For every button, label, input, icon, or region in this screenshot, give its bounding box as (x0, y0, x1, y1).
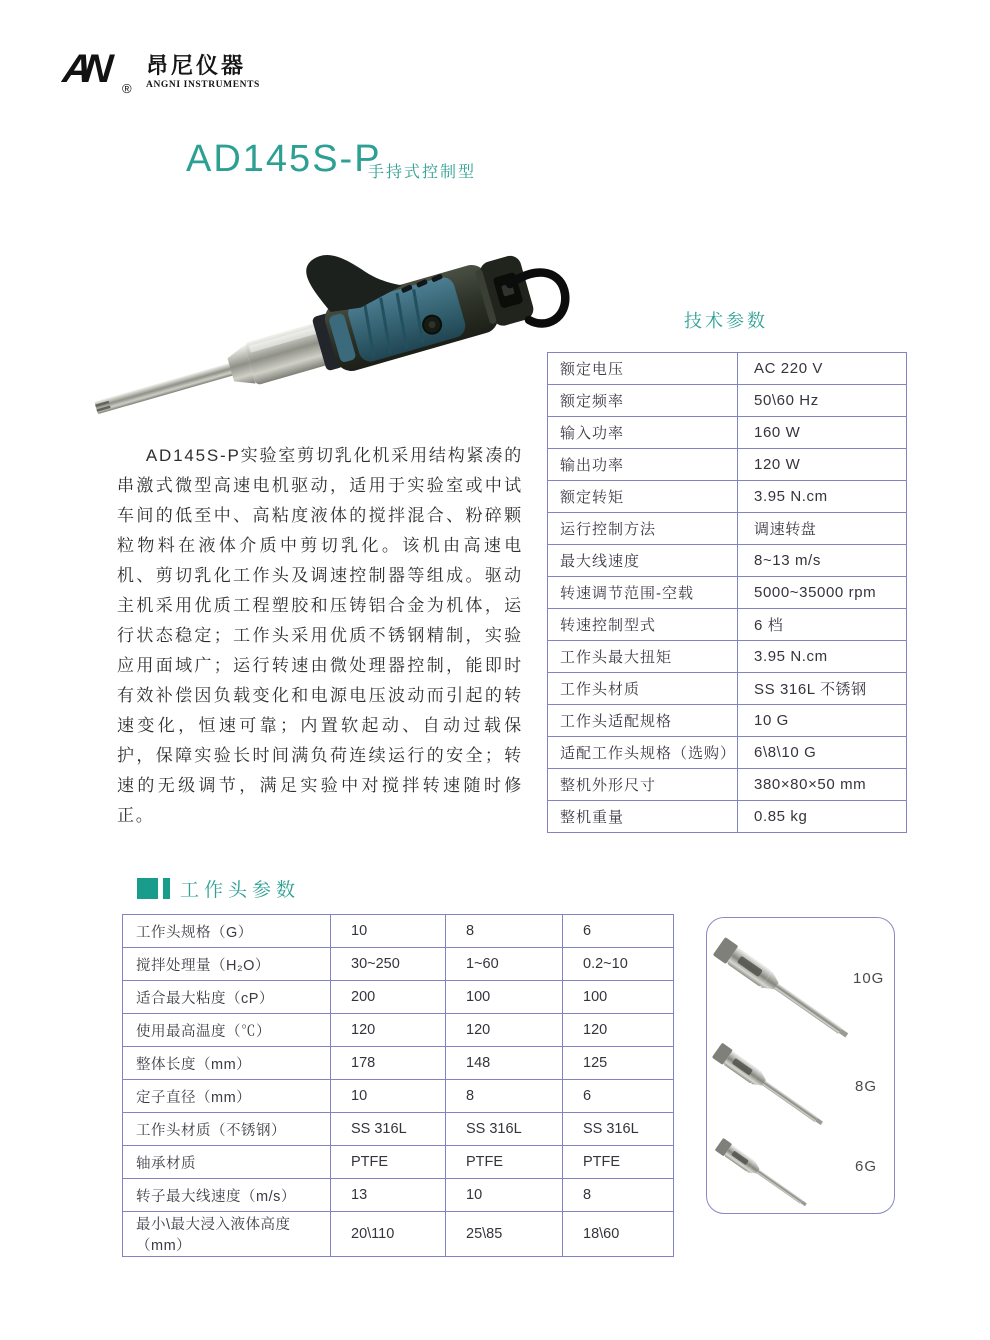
param-value: 0.85 kg (738, 801, 907, 833)
param-value: 120 W (738, 449, 907, 481)
table-row (548, 673, 907, 705)
param-label: 搅拌处理量（H₂O） (123, 948, 331, 981)
table-row (123, 1080, 674, 1113)
param-value: 160 W (738, 417, 907, 449)
param-value: 调速转盘 (738, 513, 907, 545)
param-value: 6 档 (738, 609, 907, 641)
head-size-label-10g: 10G (853, 970, 885, 987)
param-value: 120 (331, 1014, 446, 1047)
brand-name-cn: 昂尼仪器 (146, 53, 247, 78)
param-value: 30~250 (331, 948, 446, 981)
param-value: 8 (563, 1179, 674, 1212)
table-row (548, 769, 907, 801)
table-row (548, 641, 907, 673)
table-row (123, 981, 674, 1014)
param-label: 额定电压 (548, 353, 738, 385)
probe-10g (713, 937, 853, 1044)
param-value: PTFE (331, 1146, 446, 1179)
section-square-icon (137, 878, 158, 899)
homogenizer-image (70, 230, 570, 438)
param-value: 10 G (738, 705, 907, 737)
page-title: AD145S-P (186, 138, 382, 180)
param-value: 100 (446, 981, 563, 1014)
param-value: 148 (446, 1047, 563, 1080)
table-row (548, 353, 907, 385)
table-row (548, 481, 907, 513)
param-value: 8 (446, 1080, 563, 1113)
table-row (123, 1014, 674, 1047)
param-label: 转子最大线速度（m/s） (123, 1179, 331, 1212)
angni-logo-icon (58, 40, 140, 98)
param-value: 8 (446, 915, 563, 948)
param-label: 适配工作头规格（选购） (548, 737, 738, 769)
table-row (548, 513, 907, 545)
param-label: 最大线速度 (548, 545, 738, 577)
param-value: 8~13 m/s (738, 545, 907, 577)
param-value: 0.2~10 (563, 948, 674, 981)
param-value: 10 (331, 915, 446, 948)
param-value: 3.95 N.cm (738, 481, 907, 513)
brand-names (146, 40, 260, 90)
param-label: 转速控制型式 (548, 609, 738, 641)
table-row (123, 1146, 674, 1179)
head-params-table (122, 914, 674, 1257)
param-label: 额定频率 (548, 385, 738, 417)
param-label: 工作头最大扭矩 (548, 641, 738, 673)
param-label: 整体长度（mm） (123, 1047, 331, 1080)
working-heads-image (706, 917, 895, 1214)
table-row (123, 948, 674, 981)
param-label: 整机重量 (548, 801, 738, 833)
param-value: SS 316L 不锈钢 (738, 673, 907, 705)
table-row (548, 417, 907, 449)
brand-name-en: ANGNI INSTRUMENTS (146, 80, 260, 90)
param-value: SS 316L (331, 1113, 446, 1146)
param-value: 120 (563, 1014, 674, 1047)
model-type-label: 手持式控制型 (368, 164, 477, 181)
table-row (123, 1047, 674, 1080)
head-params-section-header (137, 876, 300, 900)
param-value: 10 (331, 1080, 446, 1113)
param-value: 6 (563, 1080, 674, 1113)
param-label: 最小\最大浸入液体高度（mm） (123, 1212, 331, 1257)
param-value: 125 (563, 1047, 674, 1080)
head-size-label-8g: 8G (855, 1078, 878, 1095)
param-value: 6 (563, 915, 674, 948)
probe-6g (715, 1138, 810, 1211)
param-label: 工作头规格（G） (123, 915, 331, 948)
table-row (548, 577, 907, 609)
table-row (548, 801, 907, 833)
param-label: 工作头材质（不锈钢） (123, 1113, 331, 1146)
product-photo (70, 230, 570, 438)
param-value: 25\85 (446, 1212, 563, 1257)
table-row (548, 545, 907, 577)
param-value: 380×80×50 mm (738, 769, 907, 801)
param-value: 100 (563, 981, 674, 1014)
svg-text:AN: AN (60, 47, 108, 91)
param-value: SS 316L (563, 1113, 674, 1146)
table-row (548, 385, 907, 417)
table-row (123, 1212, 674, 1257)
param-value: PTFE (563, 1146, 674, 1179)
param-label: 整机外形尺寸 (548, 769, 738, 801)
head-size-label-6g: 6G (855, 1158, 878, 1175)
param-value: 178 (331, 1047, 446, 1080)
param-label: 额定转矩 (548, 481, 738, 513)
param-label: 适合最大粘度（cP） (123, 981, 331, 1014)
param-value: 5000~35000 rpm (738, 577, 907, 609)
param-value: SS 316L (446, 1113, 563, 1146)
param-value: AC 220 V (738, 353, 907, 385)
registered-mark: ® (122, 81, 132, 96)
table-row (123, 1179, 674, 1212)
param-value: 13 (331, 1179, 446, 1212)
param-value: 200 (331, 981, 446, 1014)
param-label: 输出功率 (548, 449, 738, 481)
param-label: 工作头适配规格 (548, 705, 738, 737)
brand-logo (58, 40, 260, 98)
param-value: 120 (446, 1014, 563, 1047)
param-value: PTFE (446, 1146, 563, 1179)
table-row (548, 737, 907, 769)
table-row (123, 915, 674, 948)
head-params-title: 工作头参数 (180, 879, 301, 901)
tech-params-title: 技术参数 (684, 311, 768, 331)
param-value: 18\60 (563, 1212, 674, 1257)
param-label: 定子直径（mm） (123, 1080, 331, 1113)
param-value: 6\8\10 G (738, 737, 907, 769)
param-label: 转速调节范围-空载 (548, 577, 738, 609)
table-row (123, 1113, 674, 1146)
table-row (548, 449, 907, 481)
param-label: 运行控制方法 (548, 513, 738, 545)
param-label: 输入功率 (548, 417, 738, 449)
probe-8g (712, 1043, 827, 1131)
param-value: 3.95 N.cm (738, 641, 907, 673)
param-value: 50\60 Hz (738, 385, 907, 417)
param-value: 1~60 (446, 948, 563, 981)
param-label: 工作头材质 (548, 673, 738, 705)
table-row (548, 609, 907, 641)
table-row (548, 705, 907, 737)
param-value: 10 (446, 1179, 563, 1212)
param-label: 使用最高温度（℃） (123, 1014, 331, 1047)
tech-params-table (547, 352, 907, 833)
product-description: AD145S-P实验室剪切乳化机采用结构紧凑的串激式微型高速电机驱动，适用于实验室或中试车间的低至中、高粘度液体的搅拌混合、粉碎颗粒物料在液体介质中剪切乳化。该机由高速电机、剪切乳化工作头及调速控制器等组成。驱动主机采用优质工程塑胶和压铸铝合金为机体，运行状态稳定；工作头采用优质不锈钢精制，实验应用面域广；运行转速由微处理器控制，能即时有效补偿因负载变化和电源电压波动而引起的转速变化，恒速可靠；内置软起动、自动过载保护，保障实验长时间满负荷连续运行的安全；转速的无级调节，满足实验中对搅拌转速随时修正。 (117, 446, 523, 825)
param-label: 轴承材质 (123, 1146, 331, 1179)
param-value: 20\110 (331, 1212, 446, 1257)
section-bar-icon (163, 878, 170, 899)
